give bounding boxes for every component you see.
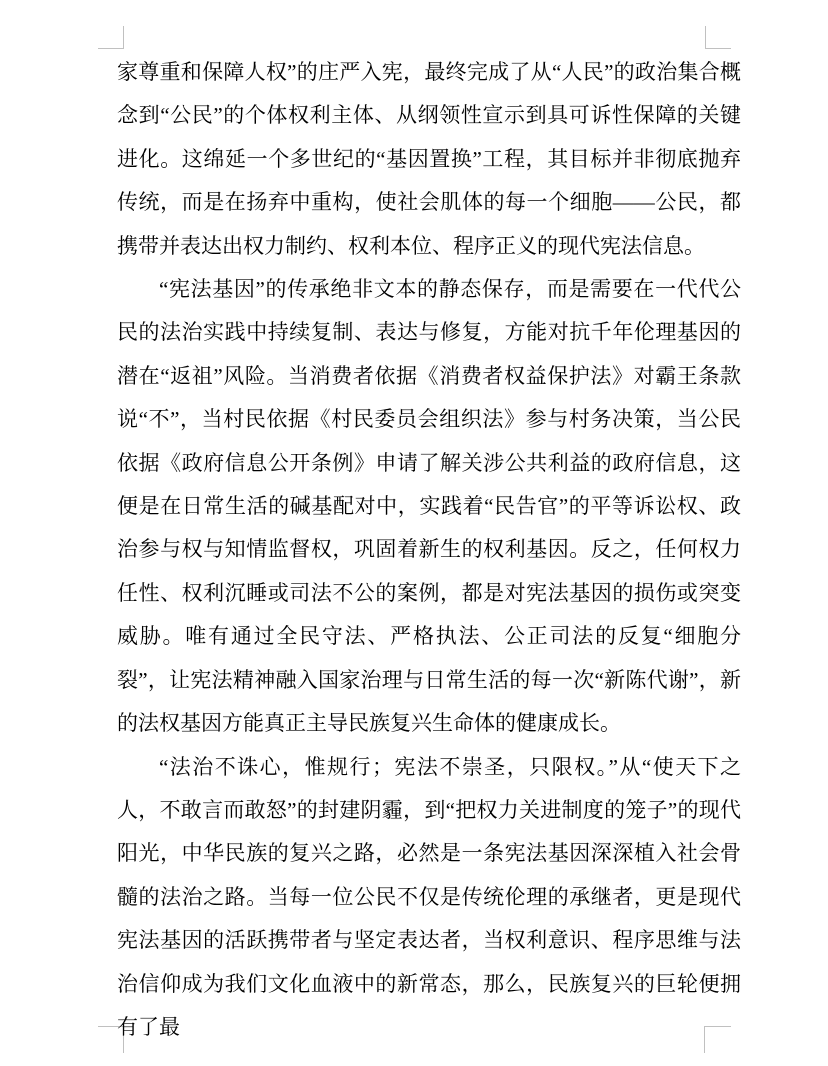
paragraph-constitution-gene: “宪法基因”的传承绝非文本的静态保存，而是需要在一代代公民的法治实践中持续复制、表达与修复，方能对抗千年伦理基因的潜在“返祖”风险。当消费者依据《消费者权益保护法》对霸王条款说“不”，当村民依据《村民委员会组织法》参与村务决策，当公民依据《政府信息公开条例》申请了解关涉公共利益的政府信息，这便是在日常生活的碱基配对中，实践着“民告官”的平等诉讼权、政治参与权与知情监督权，巩固着新生的权利基因。反之，任何权力任性、权利沉睡或司法不公的案例，都是对宪法基因的损伤或突变威胁。唯有通过全民守法、严格执法、公正司法的反复“细胞分裂”，让宪法精神融入国家治理与日常生活的每一次“新陈代谢”，新的法权基因方能真正主导民族复兴生命体的健康成长。 [117,277,741,736]
margin-crop-mark-top-left [98,26,124,49]
paragraph-rule-of-law: “法治不诛心，惟规行；宪法不崇圣，只限权。”从“使天下之人，不敢言而敢怒”的封建阴霾，到“把权力关进制度的笼子”的现代阳光，中华民族的复兴之路，必然是一条宪法基因深深植入社会骨髓的法治之路。当每一位公民不仅是传统伦理的承继者，更是现代宪法基因的活跃携带者与坚定表达者，当权利意识、程序思维与法治信仰成为我们文化血液中的新常态，那么，民族复兴的巨轮便拥有了最 [117,754,741,1039]
margin-crop-mark-top-right [705,26,731,49]
text-body [117,51,741,1049]
paragraph-continuation: 家尊重和保障人权”的庄严入宪，最终完成了从“人民”的政治集合概念到“公民”的个体权利主体、从纲领性宣示到具可诉性保障的关键进化。这绵延一个多世纪的“基因置换”工程，其目标并非彻底抛弃传统，而是在扬弃中重构，使社会肌体的每一个细胞——公民，都携带并表达出权力制约、权利本位、程序正义的现代宪法信息。 [117,60,741,258]
